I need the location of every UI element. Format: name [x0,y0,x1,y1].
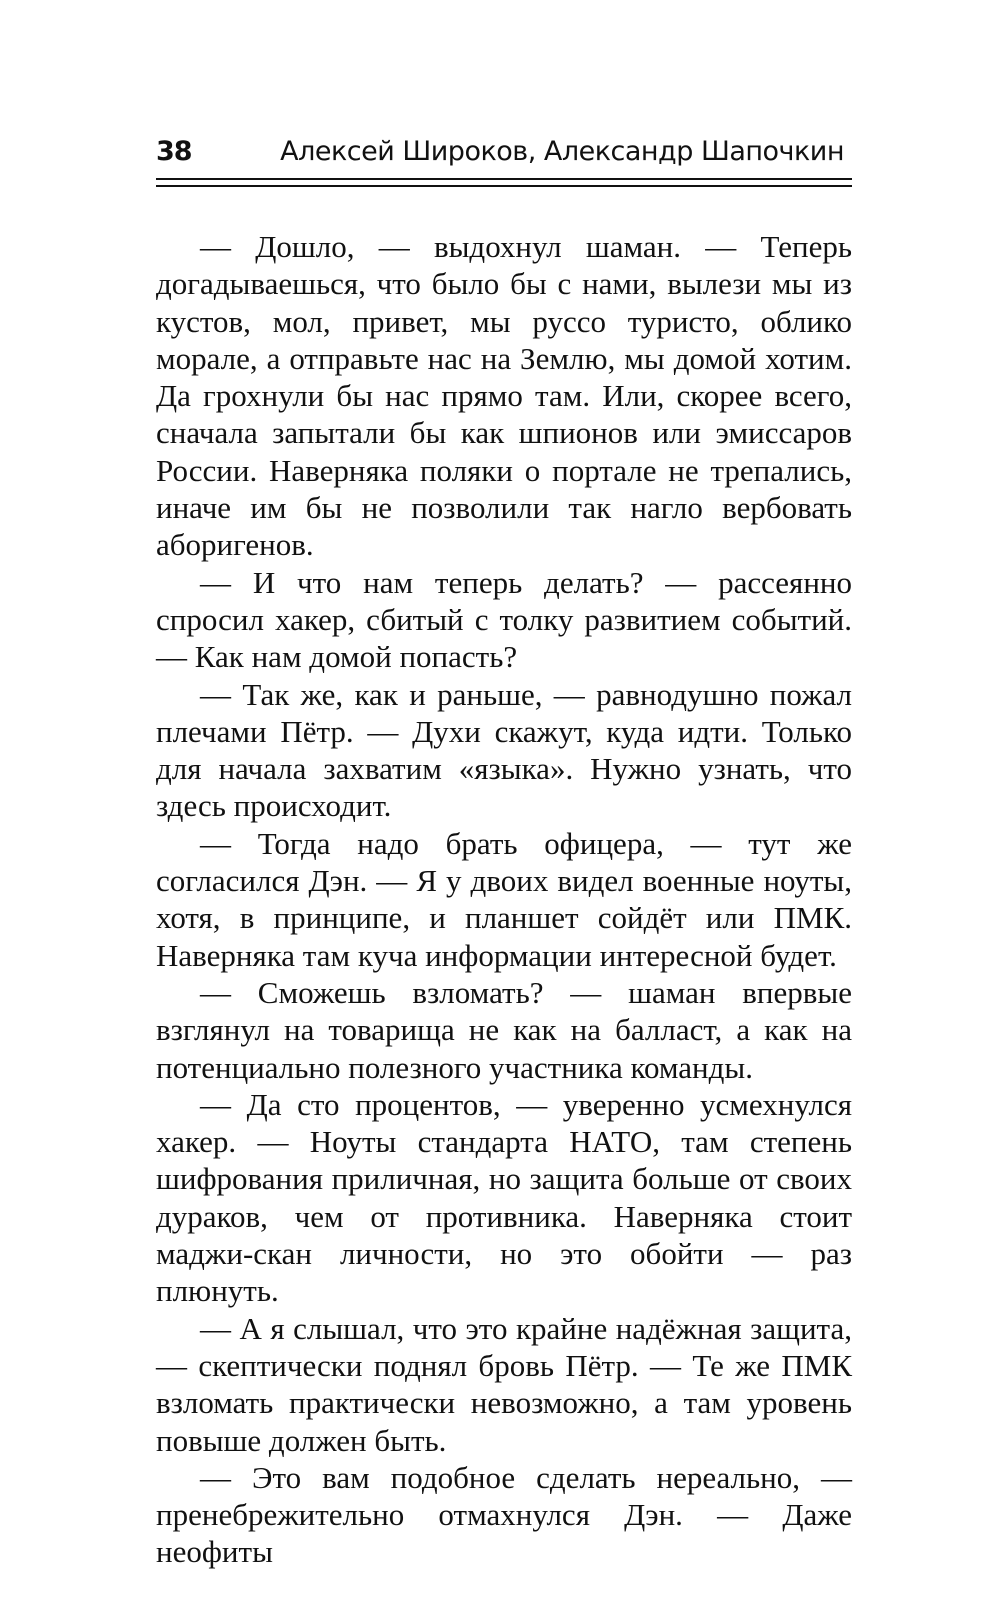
body-text [156,228,852,1571]
paragraph: — А я слышал, что это крайне надёжная защита, — скептически поднял бровь Пётр. — Те же ПМК взломать практически невозможно, а там уровень повыше должен быть. [156,1310,852,1458]
paragraph: — Так же, как и раньше, — равнодушно пожал плечами Пётр. — Духи скажут, куда идти. Только для начала захватим «языка». Нужно узнать, что здесь происходит. [156,676,852,824]
running-head: Алексей Широков, Александр Шапочкин [280,136,844,167]
paragraph: — Сможешь взломать? — шаман впервые взглянул на товарища не как на балласт, а как на потенциально полезного участника команды. [156,974,852,1085]
paragraph: — Да сто процентов, — уверенно усмехнулся хакер. — Ноуты стандарта НАТО, там степень шифрования приличная, но защита больше от своих дураков, чем от противника. Наверняка стоит маджи-скан личности, но это обойти — раз плюнуть. [156,1086,852,1309]
page-header [156,132,852,172]
paragraph: — Дошло, — выдохнул шаман. — Теперь догадываешься, что было бы с нами, вылези мы из кустов, мол, привет, мы руссо туристо, облико морале, а отправьте нас на Землю, мы домой хотим. Да грохнули бы нас прямо там. Или, скорее всего, сначала запытали бы как шпионов или эмиссаров России. Наверняка поляки о портале не трепались, иначе им бы не позволили так нагло вербовать аборигенов. [156,229,852,563]
header-rule-bottom [156,185,852,187]
header-rule-top [156,178,852,180]
paragraph: — Тогда надо брать офицера, — тут же согласился Дэн. — Я у двоих видел военные ноуты, хотя, в принципе, и планшет сойдёт или ПМК. Наверняка там куча информации интересной будет. [156,825,852,973]
page-number: 38 [156,136,192,167]
paragraph: — Это вам подобное сделать нереально, — пренебрежительно отмахнулся Дэн. — Даже неофиты [156,1459,852,1570]
paragraph: — И что нам теперь делать? — рассеянно спросил хакер, сбитый с толку развитием событий. — Как нам домой попасть? [156,564,852,675]
